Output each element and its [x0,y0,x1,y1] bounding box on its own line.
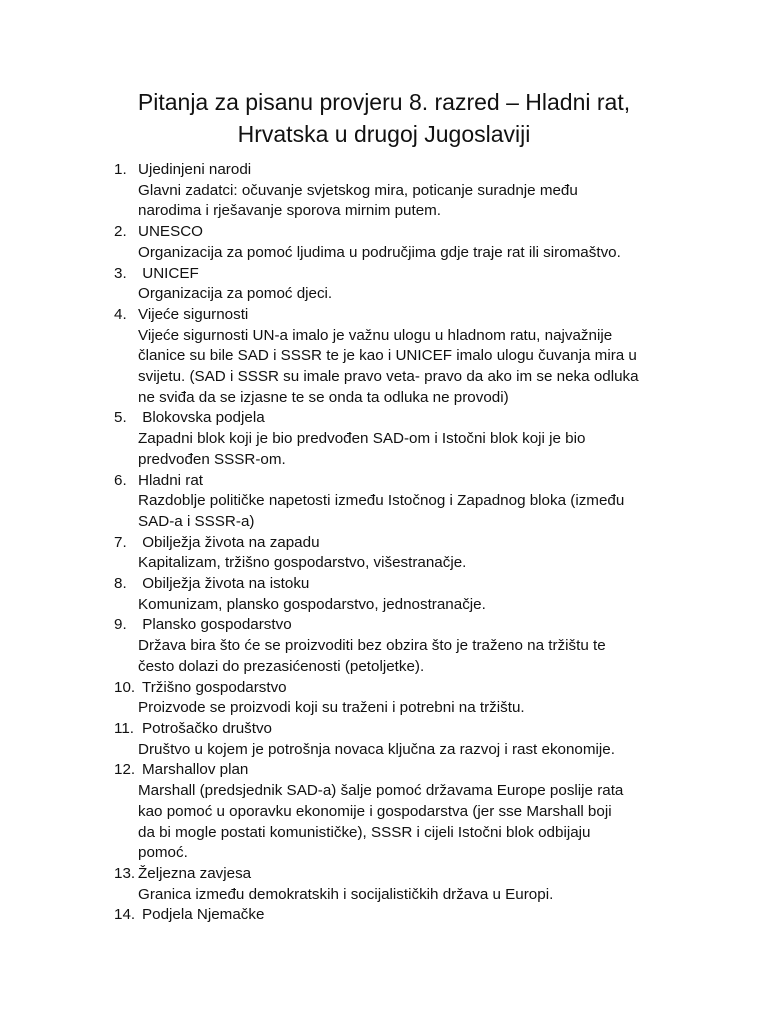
answer-line: SAD-a i SSSR-a) [138,512,255,530]
question-list [114,160,734,926]
item-answer [114,553,734,574]
item-heading: Obilježja života na zapadu [138,533,320,551]
item-answer [114,181,734,222]
answer-line: Zapadni blok koji je bio predvođen SAD-om i Istočni blok koji je bio [138,430,586,448]
list-item [114,264,734,305]
item-answer [114,429,734,470]
item-number: 2. [114,223,127,241]
answer-line: Razdoblje političke napetosti između Istočnog i Zapadnog bloka (između [138,492,625,510]
answer-line: Granica između demokratskih i socijalističkih država u Europi. [138,885,554,903]
list-item [114,760,734,864]
list-item [114,678,734,719]
answer-line: kao pomoć u oporavku ekonomije i gospodarstva (jer sse Marshall boji [138,802,612,820]
item-answer [114,595,734,616]
item-number: 7. [114,533,127,551]
list-item [114,305,734,409]
item-heading: UNICEF [138,264,199,282]
item-answer [114,698,734,719]
item-number: 11. [114,719,134,737]
item-heading: UNESCO [138,223,203,241]
item-heading: Vijeće sigurnosti [138,305,249,323]
answer-line: predvođen SSSR-om. [138,450,286,468]
answer-line: Marshall (predsjednik SAD-a) šalje pomoć državama Europe poslije rata [138,782,624,800]
item-answer [114,636,734,677]
item-heading: Plansko gospodarstvo [138,616,292,634]
item-answer [114,740,734,761]
answer-line: pomoć. [138,844,188,862]
answer-line: Kapitalizam, tržišno gospodarstvo, višestranačje. [138,554,467,572]
list-item [114,905,734,926]
answer-line: Društvo u kojem je potrošnja novaca ključna za razvoj i rast ekonomije. [138,740,615,758]
item-number: 1. [114,161,127,178]
answer-line: ne sviđa da se izjasne te se onda ta odluka ne provodi) [138,388,509,406]
item-number: 13. [114,864,136,882]
item-number: 9. [114,616,127,634]
page-title [40,86,728,150]
item-heading: Blokovska podjela [138,409,265,427]
answer-line: Komunizam, plansko gospodarstvo, jednostranačje. [138,595,486,613]
item-heading: Hladni rat [138,471,203,489]
item-answer [114,243,734,264]
title-line-1: Pitanja za pisanu provjeru 8. razred – Hladni rat, [137,89,631,115]
answer-line: često dolazi do prezasićenosti (petoljetke). [138,657,425,675]
answer-line: Država bira što će se proizvoditi bez obzira što je traženo na tržištu te [138,637,606,655]
item-number: 4. [114,305,127,323]
item-number: 14. [114,906,136,924]
list-item [114,408,734,470]
list-item [114,719,734,760]
list-item [114,864,734,905]
answer-line: svijetu. (SAD i SSSR su imale pravo veta- pravo da ako im se neka odluka [138,368,639,386]
answer-line: Organizacija za pomoć ljudima u područjima gdje traje rat ili siromaštvo. [138,243,621,261]
answer-line: Glavni zadatci: očuvanje svjetskog mira, poticanje suradnje među [138,181,578,199]
title-line-2: Hrvatska u drugoj Jugoslaviji [237,121,531,147]
item-number: 3. [114,264,127,282]
list-item [114,222,734,263]
item-answer [114,284,734,305]
answer-line: da bi mogle postati komunističke), SSSR i cijeli Istočni blok odbijaju [138,823,591,841]
list-item [114,533,734,574]
answer-line: narodima i rješavanje sporova mirnim putem. [138,202,442,220]
item-number: 5. [114,409,127,427]
item-answer [114,326,734,409]
list-item [114,615,734,677]
item-heading: Potrošačko društvo [142,719,272,737]
answer-line: Organizacija za pomoć djeci. [138,285,333,303]
answer-line: Vijeće sigurnosti UN-a imalo je važnu ulogu u hladnom ratu, najvažnije [138,326,613,344]
item-answer [114,781,734,864]
item-number: 8. [114,575,127,593]
item-heading: Obilježja života na istoku [138,575,310,593]
item-number: 12. [114,761,136,779]
item-heading: Marshallov plan [142,761,249,779]
item-answer [114,491,734,532]
answer-line: Proizvode se proizvodi koji su traženi i potrebni na tržištu. [138,699,525,717]
item-heading: Tržišno gospodarstvo [142,678,287,696]
item-answer [114,885,734,906]
answer-line: članice su bile SAD i SSSR te je kao i UNICEF imalo ulogu čuvanja mira u [138,347,637,365]
item-heading: Ujedinjeni narodi [138,161,252,178]
item-number: 10. [114,678,136,696]
item-number: 6. [114,471,127,489]
item-heading: Podjela Njemačke [142,906,265,924]
list-item [114,574,734,615]
item-heading: Željezna zavjesa [138,864,252,882]
list-item [114,471,734,533]
list-item [114,160,734,222]
